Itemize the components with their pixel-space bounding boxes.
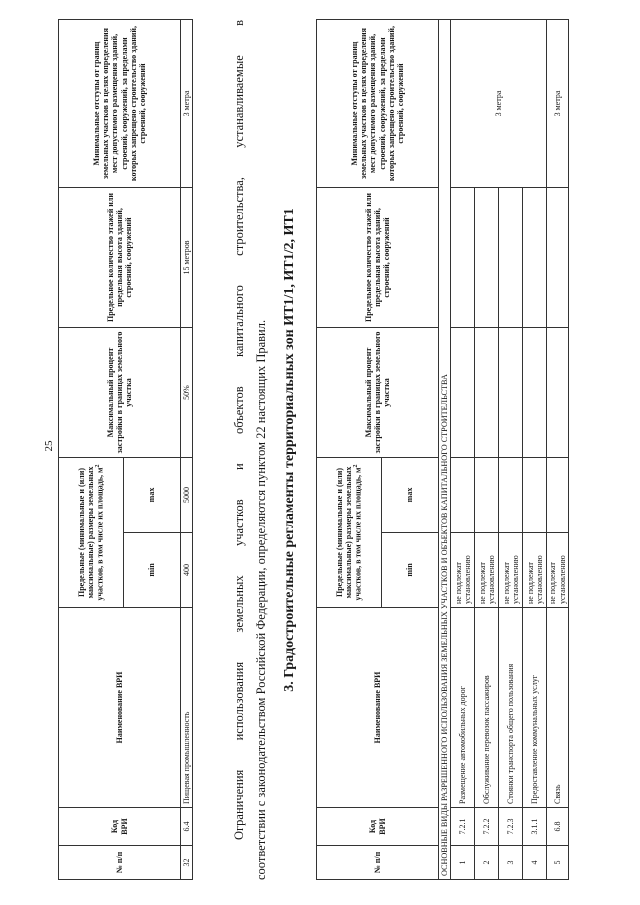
cell-code: 7.2.3 xyxy=(499,808,523,846)
cell-code: 7.2.2 xyxy=(475,808,499,846)
cell-value: не подлежат установлению xyxy=(451,533,475,608)
cell-code: 6.8 xyxy=(547,808,568,846)
regulation-table-continued xyxy=(58,19,193,880)
header-indent: Минимальные отступы от границ земельных участков в целях определения мест допустимого размещения зданий, строений, сооружений, за пределами которых запрещено строительство зданий, строений, сооружений xyxy=(59,20,181,188)
cell-num: 5 xyxy=(547,846,568,880)
header-indent: Минимальные отступы от границ земельных участков в целях определения мест допустимого размещения зданий, строений, сооружений, за пределами которых запрещено строительство зданий, строений, сооружений xyxy=(317,20,439,188)
cell-code: 6.4 xyxy=(181,808,193,846)
cell-name: Обслуживание перевозок пассажиров xyxy=(475,608,499,808)
cell-max: 5000 xyxy=(181,458,193,533)
table-row xyxy=(181,20,193,880)
header-size: Предельные (минимальные и (или) максимальные) размеры земельных участков, в том числе их площадь, $м^2$ xyxy=(317,458,382,608)
cell-name: Стоянки транспорта общего пользования xyxy=(499,608,523,808)
cell-value: не подлежат установлению xyxy=(475,533,499,608)
header-floors: Предельное количество этажей или предельная высота зданий, строений, сооружений xyxy=(59,188,181,328)
cell-empty xyxy=(523,458,547,533)
cell-empty xyxy=(499,458,523,533)
header-min: min xyxy=(382,533,439,608)
cell-code: 7.2.1 xyxy=(451,808,475,846)
cell-num: 3 xyxy=(499,846,523,880)
cell-empty xyxy=(475,328,499,458)
header-max: max xyxy=(124,458,181,533)
page-number: 25 xyxy=(43,440,55,452)
rotated-landscape-page xyxy=(58,20,583,880)
cell-empty xyxy=(523,188,547,328)
cell-empty xyxy=(451,458,475,533)
header-code: Код ВРИ xyxy=(59,808,181,846)
cell-empty xyxy=(475,188,499,328)
cell-empty xyxy=(451,188,475,328)
cell-num: 4 xyxy=(523,846,547,880)
section-title-row: ОСНОВНЫЕ ВИДЫ РАЗРЕШЕННОГО ИСПОЛЬЗОВАНИЯ ЗЕМЕЛЬНЫХ УЧАСТКОВ И ОБЪЕКТОВ КАПИТАЛЬНОГО СТРОИТЕЛЬСТВА xyxy=(439,20,451,880)
cell-num: 2 xyxy=(475,846,499,880)
cell-empty xyxy=(547,188,568,328)
cell-indent: 3 метра xyxy=(181,20,193,188)
cell-name: Размещение автомобильных дорог xyxy=(451,608,475,808)
cell-value: не подлежат установлению xyxy=(547,533,568,608)
cell-min: 400 xyxy=(181,533,193,608)
header-percent: Максимальный процент застройки в границах земельного участка xyxy=(317,328,439,458)
cell-name: Предоставление коммунальных услуг xyxy=(523,608,547,808)
header-num: № п/п xyxy=(59,846,181,880)
cell-empty xyxy=(499,328,523,458)
cell-indent: 3 метра xyxy=(547,20,568,188)
cell-num: 1 xyxy=(451,846,475,880)
cell-empty xyxy=(523,328,547,458)
cell-empty xyxy=(499,188,523,328)
cell-empty xyxy=(547,328,568,458)
section-heading: 3. Градостроительные регламенты территориальных зон ИТ1/1, ИТ1/2, ИТ1 xyxy=(282,208,297,692)
cell-value: не подлежат установлению xyxy=(523,533,547,608)
header-percent: Максимальный процент застройки в границах земельного участка xyxy=(59,328,181,458)
header-floors: Предельное количество этажей или предельная высота зданий, строений, сооружений xyxy=(317,188,439,328)
restrictions-paragraph: Ограничения использования земельных участков и объектов капитального строительства, устанавливаемые в соответствии с законодательством Российской Федерации, определяются пунктом 22 настоящих Правил. xyxy=(232,20,268,880)
header-size: Предельные (минимальные и (или) максимальные) размеры земельных участков, в том числе их площадь, $м^2$ xyxy=(59,458,124,608)
header-name: Наименование ВРИ xyxy=(317,608,439,808)
header-max: max xyxy=(382,458,439,533)
regulation-table-it1 xyxy=(316,19,569,880)
header-name: Наименование ВРИ xyxy=(59,608,181,808)
cell-percent: 50% xyxy=(181,328,193,458)
cell-empty xyxy=(547,458,568,533)
cell-empty xyxy=(451,328,475,458)
cell-value: не подлежат установлению xyxy=(499,533,523,608)
cell-num: 32 xyxy=(181,846,193,880)
cell-name: Пищевая промышленность xyxy=(181,608,193,808)
cell-code: 3.1.1 xyxy=(523,808,547,846)
header-num: № п/п xyxy=(317,846,439,880)
header-min: min xyxy=(124,533,181,608)
cell-floors: 15 метров xyxy=(181,188,193,328)
table-row xyxy=(547,20,568,880)
cell-indent: 3 метра xyxy=(451,20,547,188)
cell-empty xyxy=(475,458,499,533)
table-row xyxy=(451,20,475,880)
header-code: Код ВРИ xyxy=(317,808,439,846)
cell-name: Связь xyxy=(547,608,568,808)
